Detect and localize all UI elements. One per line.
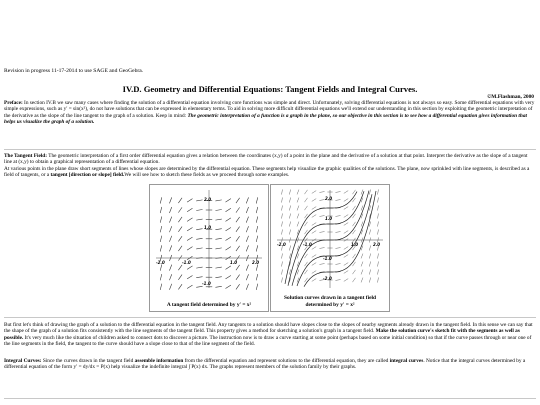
slope-segment [256, 284, 258, 290]
slope-segment [378, 229, 379, 234]
slope-segment [215, 267, 221, 268]
slope-segment [369, 261, 370, 266]
slope-segment [282, 221, 283, 226]
slope-segment [256, 226, 258, 232]
slope-segment [378, 261, 379, 266]
slope-segment [236, 265, 240, 270]
integral-curves-text-3: . Notice that the integral curves determined by a differential equation of the form y′ = dy/dx = P(x) help visualize the indefinite integral ∫ P(x) dx. The graphs represent members of the solution family by their graphs. [4, 358, 526, 371]
slope-segment [289, 205, 290, 210]
slope-segment [369, 205, 370, 210]
slope-segment [305, 190, 308, 194]
integral-curves-text-1: Since the curves drawn in the tangent field [41, 358, 135, 364]
slope-segment [289, 229, 290, 234]
slope-segment [226, 218, 231, 221]
slope-segment [246, 236, 248, 242]
slope-segment [361, 190, 363, 195]
slope-segment [246, 197, 248, 203]
x-tick-label: -1.0 [182, 260, 191, 265]
slope-segment [226, 266, 231, 269]
slope-segment [369, 189, 370, 194]
slope-segment [378, 269, 379, 274]
slope-segment [160, 265, 162, 271]
slope-segment [282, 213, 283, 218]
slope-segment [236, 236, 240, 241]
slope-segment [312, 191, 316, 194]
slope-segment [169, 197, 171, 203]
slope-segment [289, 253, 290, 258]
slope-segment [344, 247, 348, 250]
slope-segment [369, 245, 370, 250]
slope-segment [160, 217, 162, 223]
slope-segment [187, 218, 192, 221]
slope-segment [187, 247, 192, 250]
preface-text: In section IV.B we saw many cases where finding the solution of a differential equation involving core functions was simple and direct. Unfortunately, solving differential equations is not always so easy. Some differential equations with very simple expressions, such as y′ = sin(x²), do not have solutions that can be expressed in elementary terms. To aid in solving more difficult differential equations we'll extend our understanding in this section by exploiting the geometric interpretation of the derivative as the slope of the line tangent to the graph of a solution. Keep in mind: [4, 100, 535, 119]
slope-segment [256, 207, 258, 213]
slope-segment [169, 274, 171, 280]
slope-segment [160, 197, 162, 203]
integral-curves-text-2: from the differential equation and represent solutions to the differential equation, they are called [183, 358, 390, 364]
slope-segment [289, 189, 290, 194]
figure-caption: A tangent field determined by y′ = x² [166, 302, 252, 308]
slope-segment [305, 230, 308, 234]
revision-note: Revision in progress 11-17-2014 to use SAGE and GeoGebra. [4, 68, 144, 74]
slope-segment [282, 229, 283, 234]
slope-segment [187, 227, 192, 230]
slope-segment [305, 278, 308, 282]
slope-segment [344, 255, 348, 258]
slope-segment [344, 223, 348, 226]
figure-caption: Solution curves drawn in a tangent field determined by y′ = x² [284, 295, 376, 308]
slope-segment [335, 232, 340, 233]
slope-segment [297, 270, 299, 275]
slope-segment [246, 207, 248, 213]
slope-segment [344, 231, 348, 234]
slope-segment [297, 190, 299, 195]
solution-curves-figure [270, 184, 390, 312]
slope-segment [226, 208, 231, 211]
slope-segment [178, 198, 182, 203]
slope-segment [215, 286, 221, 287]
slope-segment [335, 192, 340, 193]
slope-segment [282, 277, 283, 282]
slope-segment [215, 209, 221, 210]
slope-segment [361, 222, 363, 227]
slope-segment [369, 277, 370, 282]
tangent-field-term: tangent [direction or slope] field. [50, 172, 125, 179]
slope-segment [353, 254, 356, 258]
slope-segment [246, 245, 248, 251]
slope-segment [187, 237, 192, 240]
slope-segment [335, 248, 340, 249]
slope-segment [335, 280, 340, 281]
divider [4, 398, 536, 399]
integral-curves-paragraph [4, 358, 536, 371]
slope-segment [226, 247, 231, 250]
slope-segment [312, 231, 316, 234]
solution-curves-plot [275, 188, 385, 290]
slope-segment [282, 269, 283, 274]
slope-segment [312, 199, 316, 202]
slope-segment [369, 269, 370, 274]
slope-segment [187, 285, 192, 288]
y-tick-label: 2.0 [325, 196, 333, 201]
y-tick-label: 1.0 [325, 216, 333, 221]
slope-segment [297, 214, 299, 219]
slope-segment [312, 247, 316, 250]
x-tick-label: 1.0 [230, 260, 238, 265]
slope-segment [178, 236, 182, 241]
slope-segment [160, 207, 162, 213]
fitting-paragraph [4, 322, 536, 348]
slope-segment [344, 271, 348, 274]
integral-curves-bold-1: assemble information [134, 358, 184, 364]
slope-segment [226, 227, 231, 230]
slope-segment [353, 278, 356, 282]
divider [4, 149, 536, 150]
slope-segment [305, 222, 308, 226]
slope-segment [178, 275, 182, 280]
slope-segment [246, 274, 248, 280]
slope-segment [236, 275, 240, 280]
slope-segment [169, 265, 171, 271]
slope-segment [246, 265, 248, 271]
slope-segment [312, 263, 316, 266]
slope-segment [305, 206, 308, 210]
slope-segment [312, 271, 316, 274]
slope-segment [319, 232, 324, 233]
slope-segment [196, 238, 202, 239]
slope-segment [169, 236, 171, 242]
slope-segment [160, 284, 162, 290]
slope-segment [344, 191, 348, 194]
slope-segment [305, 254, 308, 258]
slope-segment [282, 253, 283, 258]
x-tick-label: -2.0 [277, 242, 286, 247]
slope-segment [187, 199, 192, 202]
slope-segment [169, 226, 171, 232]
slope-segment [196, 248, 202, 249]
fitting-text-1: But first let's think of drawing the graph of a solution to the differential equation in the tangent field. Any tangents to a solution should have slopes close to the slopes of nearby segments already drawn in the tangent field. In this sense we can say that the shape of the graph of a solution fits consistently with the line segments of the tangent field. This property gives a method for sketching a solution's graph in a tangent field. [4, 322, 533, 335]
slope-segment [361, 262, 363, 267]
slope-segment [196, 200, 202, 201]
slope-segment [361, 206, 363, 211]
slope-segment [344, 279, 348, 282]
slope-segment [236, 207, 240, 212]
slope-segment [169, 245, 171, 251]
slope-segment [246, 226, 248, 232]
slope-segment [226, 237, 231, 240]
slope-segment [246, 284, 248, 290]
slope-segment [282, 189, 283, 194]
preface-paragraph [4, 100, 536, 126]
preface-label: Preface: [4, 100, 23, 106]
slope-segment [187, 266, 192, 269]
slope-segment [289, 269, 290, 274]
slope-segment [226, 199, 231, 202]
solution-curve [288, 191, 364, 285]
x-tick-label: 2.0 [252, 260, 260, 265]
slope-segment [312, 215, 316, 218]
preface-emphasis: The geometric interpretation of a function is a graph in the plane, so our objective in this section is to see how a differential equation gives information that helps us visualize the graph of a solution. [4, 112, 527, 126]
tangent-field-figure [149, 184, 269, 312]
x-tick-label: 2.0 [373, 242, 381, 247]
slope-segment [344, 263, 348, 266]
slope-segment [215, 219, 221, 220]
slope-segment [335, 264, 340, 265]
tangent-field-text-2: At various points in the plane draw short segments of lines whose slopes are determined by the differential equation. These segments help visualize the graphic qualities of the solutions. The plane, now sprinkled with line segments, is described as a field of tangents, or a [4, 165, 530, 179]
slope-segment [369, 221, 370, 226]
slope-segment [361, 254, 363, 259]
slope-segment [305, 198, 308, 202]
slope-segment [196, 277, 202, 278]
divider [4, 317, 536, 318]
slope-segment [361, 270, 363, 275]
slope-segment [319, 216, 324, 217]
slope-segment [256, 217, 258, 223]
slope-segment [178, 217, 182, 222]
slope-segment [319, 248, 324, 249]
slope-segment [378, 197, 379, 202]
slope-segment [196, 219, 202, 220]
slope-segment [378, 213, 379, 218]
slope-segment [305, 262, 308, 266]
slope-segment [319, 264, 324, 265]
slope-segment [378, 253, 379, 258]
y-tick-label: 1.0 [204, 225, 212, 230]
slope-segment [319, 192, 324, 193]
slope-segment [160, 226, 162, 232]
slope-segment [215, 229, 221, 230]
slope-segment [256, 245, 258, 251]
slope-segment [289, 197, 290, 202]
slope-segment [353, 198, 356, 202]
solution-curve [304, 191, 376, 287]
tangent-field-paragraph [4, 153, 536, 179]
slope-segment [256, 274, 258, 280]
slope-segment [196, 209, 202, 210]
fitting-text-2: It's very much like the situation of children asked to connect dots to discover a picture. The instruction now is to draw a curve starting at some point (perhaps based on some initial condition) so that if the curve passes through or near one of the line segments in the field, the tangent to the curve should have a slope close to that of the line segment of the field. [4, 334, 532, 348]
slope-segment [178, 207, 182, 212]
slope-segment [312, 255, 316, 258]
y-tick-label: -1.0 [202, 281, 211, 286]
slope-segment [226, 275, 231, 278]
tangent-field-label: The Tangent Field: [4, 153, 47, 159]
page-title: IV.D. Geometry and Differential Equations: Tangent Fields and Integral Curves. [122, 84, 418, 94]
slope-segment [169, 207, 171, 213]
tangent-field-plot [154, 188, 264, 290]
slope-segment [312, 279, 316, 282]
y-tick-label: -1.0 [323, 256, 332, 261]
y-tick-label: -2.0 [323, 276, 332, 281]
slope-segment [178, 227, 182, 232]
slope-segment [256, 197, 258, 203]
slope-segment [226, 285, 231, 288]
author-credit: ©M.Flashman, 2000 [487, 94, 534, 100]
solution-curve [285, 192, 357, 284]
slope-segment [353, 214, 356, 218]
slope-segment [187, 275, 192, 278]
slope-segment [369, 229, 370, 234]
slope-segment [353, 230, 356, 234]
slope-segment [236, 198, 240, 203]
slope-segment [282, 197, 283, 202]
slope-segment [256, 265, 258, 271]
slope-segment [236, 284, 240, 289]
integral-curves-label: Integral Curves: [4, 358, 42, 364]
slope-segment [178, 246, 182, 251]
slope-segment [196, 286, 202, 287]
y-tick-label: 2.0 [204, 197, 212, 202]
slope-segment [178, 284, 182, 289]
slope-segment [178, 265, 182, 270]
slope-segment [236, 227, 240, 232]
slope-segment [160, 274, 162, 280]
slope-segment [246, 217, 248, 223]
slope-segment [289, 213, 290, 218]
slope-segment [353, 206, 356, 210]
slope-segment [297, 222, 299, 227]
slope-segment [378, 189, 379, 194]
slope-segment [297, 206, 299, 211]
slope-segment [378, 221, 379, 226]
x-tick-label: -2.0 [156, 260, 165, 265]
slope-segment [169, 217, 171, 223]
slope-segment [256, 236, 258, 242]
slope-segment [282, 261, 283, 266]
tangent-field-text-3: We will see how to sketch these fields as we proceed through some examples. [124, 172, 290, 179]
slope-segment [378, 277, 379, 282]
tangent-field-text-1: The geometric interpretation of a first order differential equation gives a relation between the coordinates (x,y) of a point in the plane and the derivative of a solution at that point. Interpret the derivative as the slope of a tangent line at (x,y) to obtain a graphical representation of a differential equation. [4, 153, 528, 166]
slope-segment [289, 221, 290, 226]
slope-segment [297, 254, 299, 259]
slope-segment [353, 270, 356, 274]
slope-segment [335, 216, 340, 217]
slope-segment [312, 207, 316, 210]
slope-segment [319, 200, 324, 201]
slope-segment [312, 223, 316, 226]
slope-segment [361, 278, 363, 283]
fitting-bold: Make the solution curve's sketch fit with the segments as well as possible. [4, 328, 520, 341]
slope-segment [305, 270, 308, 274]
slope-segment [160, 245, 162, 251]
slope-segment [297, 198, 299, 203]
slope-segment [344, 199, 348, 202]
slope-segment [215, 248, 221, 249]
slope-segment [369, 253, 370, 258]
slope-segment [289, 245, 290, 250]
slope-segment [344, 215, 348, 218]
slope-segment [353, 262, 356, 266]
slope-segment [378, 205, 379, 210]
integral-curves-bold-2: integral curves [389, 358, 424, 364]
slope-segment [353, 190, 356, 194]
slope-segment [236, 246, 240, 251]
x-tick-label: -1.0 [303, 242, 312, 247]
slope-segment [196, 267, 202, 268]
slope-segment [215, 200, 221, 201]
slope-segment [236, 217, 240, 222]
slope-segment [282, 205, 283, 210]
slope-segment [215, 277, 221, 278]
slope-segment [215, 238, 221, 239]
x-tick-label: 1.0 [351, 242, 359, 247]
slope-segment [353, 222, 356, 226]
slope-segment [169, 284, 171, 290]
slope-segment [344, 207, 348, 210]
slope-segment [187, 208, 192, 211]
slope-segment [335, 200, 340, 201]
slope-segment [196, 229, 202, 230]
slope-segment [160, 236, 162, 242]
slope-segment [305, 214, 308, 218]
